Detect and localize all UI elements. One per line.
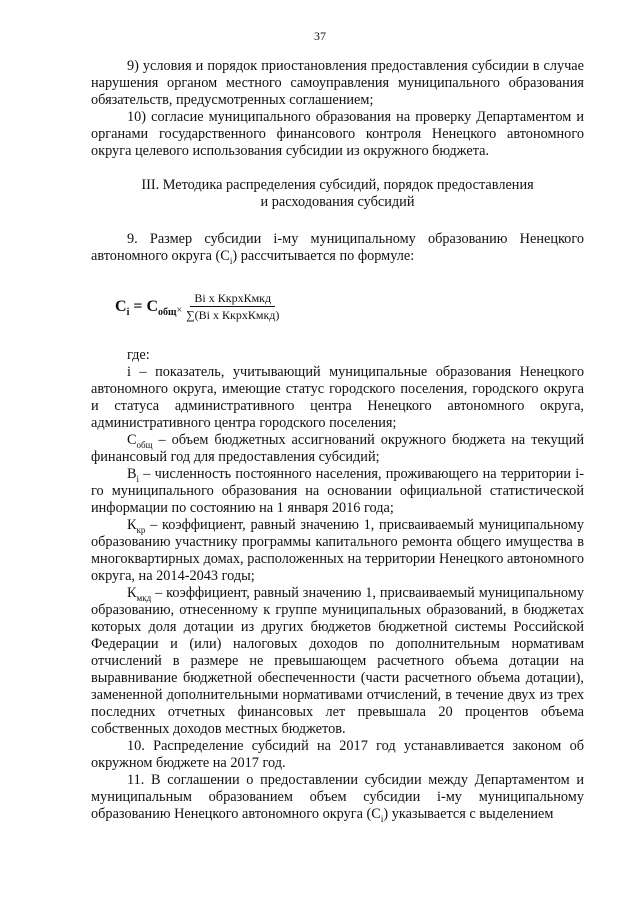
clause-9-tail: ) рассчитывается по формуле: xyxy=(232,248,415,264)
item-10: 10) согласие муниципального образования на проверку Департаментом и органами государственного финансового контроля Ненецкого автономного округа целевого использования субсидии из окружного бюджета. xyxy=(91,109,584,159)
clause-9-text: 9. Размер субсидии i-му муниципальному образованию Ненецкого автономного округа (C xyxy=(91,231,584,264)
document-body xyxy=(91,58,584,823)
formula-denominator: ∑(Bi x КкрхКмкд) xyxy=(186,307,280,322)
def-kmkd: $К_{мкд}$ – коэффициент, равный значению 1, присваиваемый муниципальному образованию, отнесенному к группе муниципальных образований, в бюджетах которых доля дотации из других бюджетов бюджетной системы Российской Федерации и (или) налоговых доходов по дополнительным нормативам отчислений в размере не превышающем расчетного объема дотации на выравнивание бюджетной обеспеченности (части расчетного объема дотации), замененной дополнительными нормативами отчислений, в течение двух из трех последних отчетных финансовых лет превышала 20 процентов объема собственных доходов местных бюджетов. xyxy=(91,585,584,737)
subsidy-formula xyxy=(115,281,584,331)
def-i: i – показатель, учитывающий муниципальные образования Ненецкого автономного округа, имеющие статус городского поселения, городского округа и статуса административного центра Ненецкого автономного округа, административного центра городского поселения; xyxy=(91,364,584,431)
item-9: 9) условия и порядок приостановления предоставления субсидии в случае нарушения органом местного самоуправления муниципального образования обязательств, предусмотренных соглашением; xyxy=(91,58,584,108)
clause-9-sub: i xyxy=(229,255,233,266)
page-number: 37 xyxy=(314,29,326,43)
def-kkr: $К_{кр}$ – коэффициент, равный значению 1, присваиваемый муниципальному образованию участнику программы капитального ремонта общего имущества в многоквартирных домах, расположенных на территории Ненецкого автономного округа, на 2014-2043 годы; xyxy=(91,517,584,584)
clause-9 xyxy=(91,231,584,265)
section-heading-line2: и расходования субсидий xyxy=(260,194,415,210)
formula-numerator: Bi x КкрхКмкд xyxy=(190,290,275,307)
formula-left: $C_i = C_{общ}$ xyxy=(115,297,177,318)
section-heading-line1: III. Методика распределения субсидий, порядок предоставления xyxy=(141,177,534,193)
clause-11: 11. В соглашении о предоставлении субсидии между Департаментом и муниципальным образованием объем субсидии i-му муниципальному образованию Ненецкого автономного округа $(C_i)$ указывается с выделением xyxy=(91,772,584,824)
def-b: $B_i$ – численность постоянного населения, проживающего на территории i-го муниципального образования на основании официальной статистической информации по состоянию на 1 января 2016 года; xyxy=(91,466,584,516)
section-heading xyxy=(91,177,584,211)
where-label: где: xyxy=(127,347,150,363)
clause-10: 10. Распределение субсидий на 2017 год устанавливается законом об окружном бюджете на 2017 год. xyxy=(91,738,584,771)
formula-times: × xyxy=(176,304,183,316)
formula-fraction xyxy=(186,290,279,323)
def-cobsh: $C_{общ}$ – объем бюджетных ассигнований окружного бюджета на текущий финансовый год для предоставления субсидий; xyxy=(91,432,584,465)
